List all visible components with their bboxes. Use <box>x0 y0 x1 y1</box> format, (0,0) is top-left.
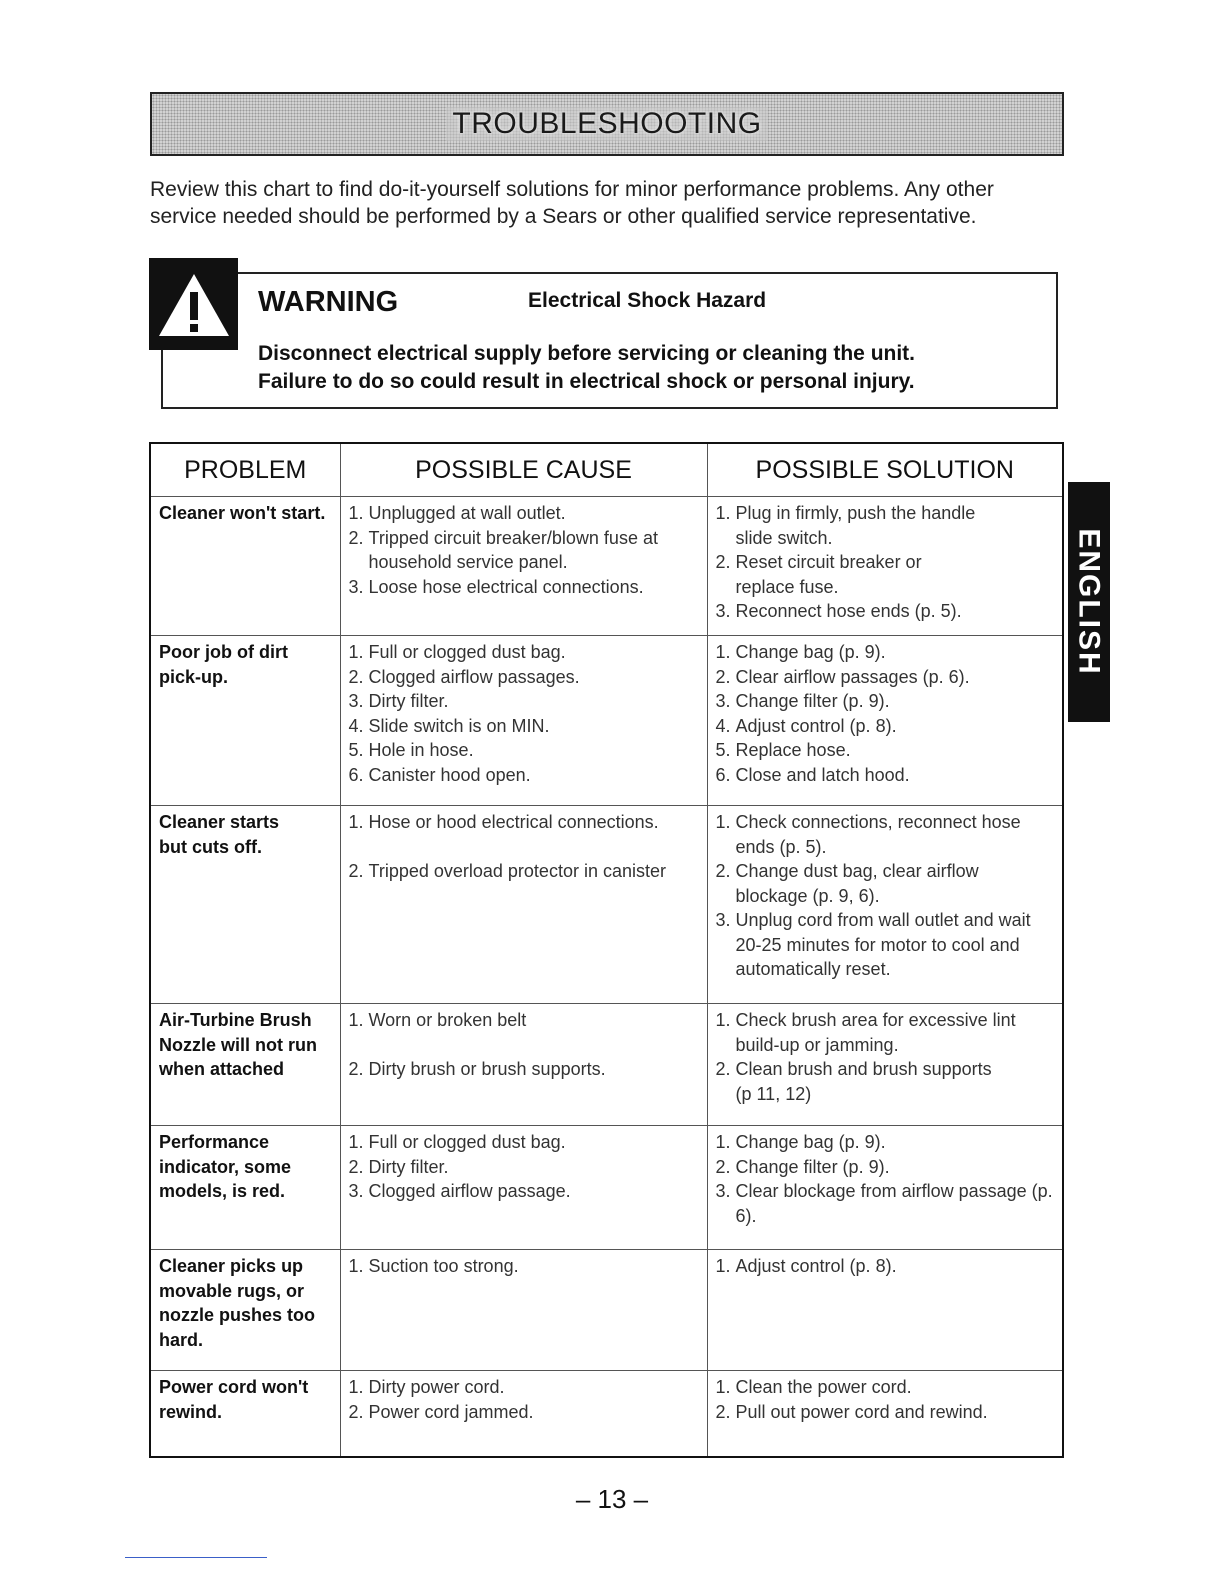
warning-triangle-icon <box>157 272 231 338</box>
table-row <box>150 806 1063 1004</box>
cause-cell: 1. Dirty power cord. 2. Power cord jammed. <box>340 1371 707 1457</box>
problem-cell: Cleaner starts but cuts off. <box>150 806 340 1004</box>
cause-cell: 1. Worn or broken belt 2. Dirty brush or brush supports. <box>340 1004 707 1126</box>
warning-badge <box>149 258 238 350</box>
problem-cell: Performance indicator, some models, is red. <box>150 1126 340 1250</box>
bottom-rule <box>125 1557 267 1558</box>
cause-cell: 1. Suction too strong. <box>340 1250 707 1371</box>
table-header-row <box>150 443 1063 497</box>
problem-cell: Cleaner won't start. <box>150 497 340 636</box>
cause-cell: 1. Unplugged at wall outlet. 2. Tripped circuit breaker/blown fuse at household service panel. 3. Loose hose electrical connections. <box>340 497 707 636</box>
table-row <box>150 636 1063 806</box>
warning-hazard: Electrical Shock Hazard <box>528 289 767 312</box>
header-cause: POSSIBLE CAUSE <box>340 443 707 497</box>
cause-cell: 1. Hose or hood electrical connections. 2. Tripped overload protector in canister <box>340 806 707 1004</box>
solution-cell: 1. Check brush area for excessive lint build-up or jamming. 2. Clean brush and brush supports (p 11, 12) <box>707 1004 1063 1126</box>
warning-line-2: Failure to do so could result in electrical shock or personal injury. <box>258 370 915 393</box>
problem-cell: Power cord won't rewind. <box>150 1371 340 1457</box>
problem-cell: Cleaner picks up movable rugs, or nozzle pushes too hard. <box>150 1250 340 1371</box>
language-side-tab <box>1068 482 1110 722</box>
warning-word: WARNING <box>258 286 399 318</box>
table-row <box>150 1126 1063 1250</box>
warning-message <box>258 340 1048 396</box>
table-row <box>150 1371 1063 1457</box>
page-title: TROUBLESHOOTING <box>446 107 767 141</box>
table-row <box>150 497 1063 636</box>
solution-cell: 1. Adjust control (p. 8). <box>707 1250 1063 1371</box>
troubleshooting-table <box>149 442 1064 1458</box>
solution-cell: 1. Clean the power cord. 2. Pull out power cord and rewind. <box>707 1371 1063 1457</box>
problem-cell: Air-Turbine Brush Nozzle will not run when attached <box>150 1004 340 1126</box>
problem-cell: Poor job of dirt pick-up. <box>150 636 340 806</box>
solution-cell: 1. Check connections, reconnect hose ends (p. 5). 2. Change dust bag, clear airflow blockage (p. 9, 6). 3. Unplug cord from wall outlet and wait 20-25 minutes for motor to cool and automatically reset. <box>707 806 1063 1004</box>
solution-cell: 1. Change bag (p. 9). 2. Clear airflow passages (p. 6). 3. Change filter (p. 9). 4. Adjust control (p. 8). 5. Replace hose. 6. Close and latch hood. <box>707 636 1063 806</box>
solution-cell: 1. Plug in firmly, push the handle slide switch. 2. Reset circuit breaker or replace fuse. 3. Reconnect hose ends (p. 5). <box>707 497 1063 636</box>
intro-text: Review this chart to find do-it-yourself solutions for minor performance problems. Any other service needed should be performed by a Sears or other qualified service representative. <box>150 178 994 228</box>
warning-line-1: Disconnect electrical supply before servicing or cleaning the unit. <box>258 342 916 365</box>
cause-cell: 1. Full or clogged dust bag. 2. Dirty filter. 3. Clogged airflow passage. <box>340 1126 707 1250</box>
cause-cell: 1. Full or clogged dust bag. 2. Clogged airflow passages. 3. Dirty filter. 4. Slide switch is on MIN. 5. Hole in hose. 6. Canister hood open. <box>340 636 707 806</box>
title-bar <box>150 92 1064 156</box>
table-row <box>150 1004 1063 1126</box>
table-row <box>150 1250 1063 1371</box>
header-problem: PROBLEM <box>150 443 340 497</box>
page-number: – 13 – <box>575 1484 649 1514</box>
solution-cell: 1. Change bag (p. 9). 2. Change filter (p. 9). 3. Clear blockage from airflow passage (p. 6). <box>707 1126 1063 1250</box>
side-tab-label: ENGLISH <box>1073 528 1107 676</box>
header-solution: POSSIBLE SOLUTION <box>707 443 1063 497</box>
